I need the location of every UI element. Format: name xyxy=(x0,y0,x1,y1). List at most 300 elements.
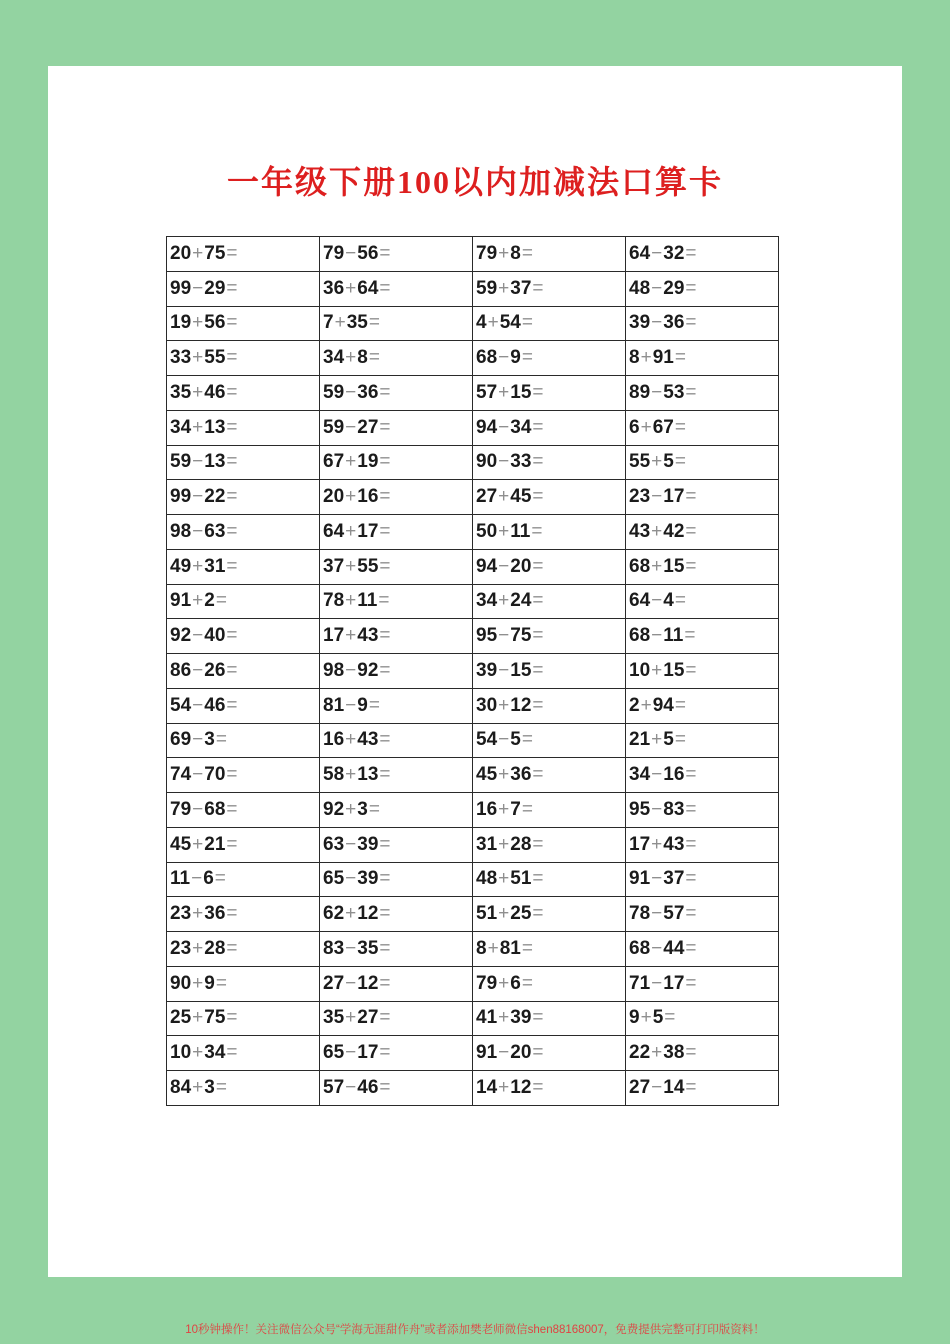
problem-operator: = xyxy=(532,764,544,786)
problem-operator: = xyxy=(226,1042,238,1064)
problem-number: 6 xyxy=(323,868,334,890)
problem-operator: + xyxy=(192,590,204,612)
problem-number: 3 xyxy=(629,764,640,786)
problem-cell xyxy=(626,1036,779,1071)
problem-number: 6 xyxy=(367,486,379,508)
problem-number: 5 xyxy=(476,381,487,403)
problem-operator: = xyxy=(684,625,696,647)
problem-cell xyxy=(626,1071,779,1106)
problem-operator: + xyxy=(192,972,204,994)
problem-number: 1 xyxy=(629,659,640,681)
problem-operator: = xyxy=(532,555,544,577)
problem-number: 3 xyxy=(663,1042,674,1064)
problem-operator: + xyxy=(498,381,510,403)
problem-number: 4 xyxy=(663,694,674,716)
problem-number: 4 xyxy=(486,590,498,612)
problem-operator: + xyxy=(345,625,357,647)
problem-number: 9 xyxy=(180,486,192,508)
problem-operator: − xyxy=(345,381,357,403)
problem-number: 6 xyxy=(323,1042,334,1064)
problem-number: 5 xyxy=(663,729,674,751)
problem-number: 4 xyxy=(510,312,521,334)
problem-number: 3 xyxy=(476,659,487,681)
problem-cell xyxy=(473,758,626,793)
table-row xyxy=(167,862,779,897)
problem-operator: = xyxy=(532,486,544,508)
problem-number: 5 xyxy=(520,625,532,647)
problem-number: 5 xyxy=(663,903,674,925)
problem-operator: − xyxy=(192,798,204,820)
problem-number: 3 xyxy=(476,694,487,716)
problem-operator: + xyxy=(651,555,663,577)
problem-number: 4 xyxy=(639,764,651,786)
problem-cell xyxy=(626,549,779,584)
problem-cell xyxy=(626,376,779,411)
problem-operator: + xyxy=(498,694,510,716)
problem-operator: = xyxy=(226,312,238,334)
problem-number: 2 xyxy=(663,277,674,299)
problem-number: 6 xyxy=(629,242,640,264)
problem-number: 4 xyxy=(357,1076,368,1098)
problem-number: 8 xyxy=(499,937,511,959)
problem-operator: = xyxy=(521,347,533,369)
problem-operator: = xyxy=(379,833,391,855)
problem-cell xyxy=(320,688,473,723)
problem-number: 9 xyxy=(476,451,487,473)
footer-promo-text: 10秒钟操作！关注微信公众号“学海无涯甜作舟”或者添加樊老师微信shen88168007，免费提供完整可打印版资料！ xyxy=(185,1324,765,1336)
problem-number: 6 xyxy=(629,590,640,612)
problem-number: 5 xyxy=(510,868,521,890)
problem-cell xyxy=(320,793,473,828)
problem-operator: = xyxy=(379,242,391,264)
problem-number: 6 xyxy=(170,729,181,751)
problem-number: 3 xyxy=(204,1076,215,1098)
problem-operator: + xyxy=(498,868,510,890)
problem-cell xyxy=(320,341,473,376)
problem-number: 1 xyxy=(663,1076,674,1098)
problem-number: 9 xyxy=(170,277,181,299)
problem-cell xyxy=(626,1001,779,1036)
problem-operator: = xyxy=(531,520,543,542)
problem-number: 0 xyxy=(520,1042,532,1064)
problem-operator: = xyxy=(674,416,686,438)
problem-number: 3 xyxy=(346,312,358,334)
problem-number: 5 xyxy=(663,381,674,403)
problem-operator: − xyxy=(651,277,663,299)
problem-number: 2 xyxy=(629,729,640,751)
problem-number: 8 xyxy=(323,937,334,959)
problem-number: 7 xyxy=(367,1042,379,1064)
problem-operator: = xyxy=(379,520,391,542)
problem-number: 1 xyxy=(486,903,498,925)
problem-operator: + xyxy=(498,486,510,508)
problem-number: 1 xyxy=(486,1007,498,1029)
problem-operator: = xyxy=(664,1007,676,1029)
problem-number: 2 xyxy=(333,903,345,925)
problem-operator: = xyxy=(532,1007,544,1029)
problem-operator: − xyxy=(345,937,357,959)
problem-number: 8 xyxy=(639,903,651,925)
problem-operator: = xyxy=(685,1042,697,1064)
problem-number: 9 xyxy=(180,277,192,299)
problem-number: 4 xyxy=(180,764,192,786)
problem-number: 1 xyxy=(663,764,674,786)
problem-number: 3 xyxy=(629,312,640,334)
problem-operator: − xyxy=(498,347,510,369)
problem-number: 8 xyxy=(333,764,345,786)
problem-operator: = xyxy=(226,416,238,438)
problem-number: 0 xyxy=(214,625,226,647)
problem-operator: = xyxy=(674,729,686,751)
problem-number: 8 xyxy=(323,694,334,716)
problem-number: 1 xyxy=(357,590,367,612)
problem-operator: = xyxy=(226,1007,238,1029)
problem-number: 6 xyxy=(629,555,640,577)
problem-number: 5 xyxy=(499,312,511,334)
problem-number: 7 xyxy=(367,1007,379,1029)
problem-operator: = xyxy=(379,451,391,473)
table-row xyxy=(167,758,779,793)
problem-number: 6 xyxy=(673,312,685,334)
problem-number: 2 xyxy=(170,242,181,264)
problem-cell xyxy=(167,723,320,758)
problem-operator: + xyxy=(345,555,357,577)
problem-operator: − xyxy=(651,937,663,959)
problem-number: 1 xyxy=(357,903,368,925)
problem-number: 4 xyxy=(663,833,674,855)
problem-cell xyxy=(320,237,473,272)
problem-cell xyxy=(320,654,473,689)
problem-operator: + xyxy=(192,937,204,959)
problem-operator: = xyxy=(685,242,697,264)
problem-operator: = xyxy=(226,277,238,299)
problem-operator: + xyxy=(192,416,204,438)
problem-number: 9 xyxy=(180,729,192,751)
problem-operator: = xyxy=(685,903,697,925)
problem-operator: + xyxy=(640,416,652,438)
problem-number: 0 xyxy=(486,451,498,473)
problem-number: 3 xyxy=(357,833,368,855)
problem-number: 4 xyxy=(486,1076,498,1098)
table-row xyxy=(167,793,779,828)
problem-cell xyxy=(320,549,473,584)
problem-number: 5 xyxy=(204,312,215,334)
problem-operator: − xyxy=(192,520,204,542)
problem-number: 6 xyxy=(629,625,640,647)
problem-operator: + xyxy=(192,833,204,855)
problem-number: 9 xyxy=(170,590,181,612)
problem-number: 9 xyxy=(652,694,664,716)
problem-operator: − xyxy=(345,416,357,438)
problem-number: 2 xyxy=(204,659,215,681)
problem-operator: = xyxy=(685,659,697,681)
problem-number: 5 xyxy=(323,1076,334,1098)
problem-cell xyxy=(473,1071,626,1106)
problem-number: 7 xyxy=(629,972,640,994)
problem-number: 2 xyxy=(204,486,215,508)
problem-cell xyxy=(473,966,626,1001)
problem-cell xyxy=(320,966,473,1001)
problem-number: 1 xyxy=(214,833,226,855)
problem-number: 4 xyxy=(486,555,498,577)
problem-number: 3 xyxy=(357,798,368,820)
problem-number: 3 xyxy=(673,798,685,820)
problem-number: 4 xyxy=(629,520,640,542)
problem-number: 4 xyxy=(357,625,368,647)
problem-cell xyxy=(473,793,626,828)
problem-number: 7 xyxy=(673,868,685,890)
problem-number: 3 xyxy=(357,937,368,959)
problem-cell xyxy=(473,654,626,689)
problem-operator: + xyxy=(192,903,204,925)
problem-cell xyxy=(473,341,626,376)
problem-number: 5 xyxy=(639,798,651,820)
problem-number: 3 xyxy=(333,937,345,959)
problem-number: 8 xyxy=(170,1076,181,1098)
problem-operator: + xyxy=(651,659,663,681)
problem-number: 2 xyxy=(170,903,181,925)
problem-number: 6 xyxy=(367,381,379,403)
problem-cell xyxy=(473,1036,626,1071)
problem-cell xyxy=(473,306,626,341)
problem-cell xyxy=(473,827,626,862)
problem-number: 9 xyxy=(629,868,640,890)
problem-number: 5 xyxy=(476,903,487,925)
problem-operator: = xyxy=(532,903,544,925)
problem-number: 5 xyxy=(323,416,334,438)
problem-number: 5 xyxy=(180,381,192,403)
problem-operator: − xyxy=(498,451,510,473)
problem-number: 8 xyxy=(673,1042,685,1064)
problem-cell xyxy=(167,549,320,584)
problem-number: 3 xyxy=(476,590,487,612)
problem-operator: + xyxy=(345,486,357,508)
problem-operator: − xyxy=(345,1042,357,1064)
problem-cell xyxy=(626,966,779,1001)
problem-operator: = xyxy=(532,868,544,890)
problem-number: 5 xyxy=(357,312,368,334)
problem-cell xyxy=(473,688,626,723)
problem-operator: − xyxy=(651,590,663,612)
problem-number: 2 xyxy=(357,416,368,438)
problem-number: 7 xyxy=(510,625,521,647)
problem-number: 1 xyxy=(170,312,181,334)
problem-number: 9 xyxy=(170,486,181,508)
problem-number: 6 xyxy=(333,729,345,751)
problem-cell xyxy=(473,515,626,550)
problem-operator: = xyxy=(226,694,238,716)
problem-number: 3 xyxy=(204,903,215,925)
table-row xyxy=(167,584,779,619)
problem-cell xyxy=(473,445,626,480)
problem-number: 4 xyxy=(486,416,498,438)
problem-number: 3 xyxy=(357,868,368,890)
problem-number: 1 xyxy=(639,972,651,994)
problem-operator: + xyxy=(345,347,357,369)
problem-number: 2 xyxy=(367,659,379,681)
problem-number: 3 xyxy=(204,555,215,577)
table-row xyxy=(167,619,779,654)
problem-operator: + xyxy=(345,451,357,473)
problem-number: 6 xyxy=(520,764,532,786)
problem-number: 4 xyxy=(476,1007,487,1029)
problem-number: 3 xyxy=(510,416,521,438)
problem-operator: − xyxy=(191,868,203,890)
problem-number: 6 xyxy=(214,694,226,716)
problem-operator: + xyxy=(640,347,652,369)
problem-operator: + xyxy=(345,277,357,299)
problem-number: 1 xyxy=(510,381,521,403)
problem-number: 1 xyxy=(333,694,345,716)
table-row xyxy=(167,1036,779,1071)
problem-number: 7 xyxy=(520,277,532,299)
problem-number: 6 xyxy=(629,416,640,438)
table-row xyxy=(167,237,779,272)
problem-number: 1 xyxy=(486,833,498,855)
problem-cell xyxy=(320,376,473,411)
problem-number: 4 xyxy=(520,590,532,612)
problem-number: 6 xyxy=(629,937,640,959)
problems-table-body xyxy=(167,237,779,1106)
problem-operator: = xyxy=(226,555,238,577)
problem-operator: = xyxy=(226,347,238,369)
problem-number: 9 xyxy=(180,312,192,334)
problem-number: 6 xyxy=(214,312,226,334)
problem-number: 1 xyxy=(519,520,531,542)
problem-number: 4 xyxy=(204,694,215,716)
problem-number: 4 xyxy=(180,416,192,438)
problem-operator: + xyxy=(345,798,357,820)
problem-cell xyxy=(167,410,320,445)
problem-number: 7 xyxy=(333,555,345,577)
problem-number: 3 xyxy=(639,486,651,508)
table-row xyxy=(167,515,779,550)
problem-number: 1 xyxy=(510,694,521,716)
problem-operator: = xyxy=(379,659,391,681)
problem-cell xyxy=(167,758,320,793)
problem-number: 3 xyxy=(663,242,674,264)
problem-number: 1 xyxy=(510,520,520,542)
problem-cell xyxy=(167,862,320,897)
problem-number: 2 xyxy=(510,833,521,855)
problem-operator: + xyxy=(345,729,357,751)
problem-number: 5 xyxy=(476,520,487,542)
problem-operator: + xyxy=(334,312,346,334)
problem-number: 4 xyxy=(170,833,181,855)
problem-number: 1 xyxy=(170,1042,181,1064)
problem-operator: − xyxy=(345,659,357,681)
problem-operator: + xyxy=(345,764,357,786)
problem-number: 8 xyxy=(214,798,226,820)
problem-operator: = xyxy=(379,1042,391,1064)
problem-cell xyxy=(473,376,626,411)
problem-cell xyxy=(320,515,473,550)
problem-operator: = xyxy=(226,451,238,473)
problem-number: 6 xyxy=(323,451,334,473)
problem-number: 9 xyxy=(673,277,685,299)
problem-number: 3 xyxy=(204,1042,215,1064)
problem-number: 9 xyxy=(476,555,487,577)
problem-cell xyxy=(320,584,473,619)
problem-number: 9 xyxy=(639,381,651,403)
problem-number: 2 xyxy=(476,486,487,508)
problem-operator: + xyxy=(192,1042,204,1064)
problem-number: 9 xyxy=(476,625,487,647)
problem-cell xyxy=(626,515,779,550)
problem-operator: = xyxy=(379,764,391,786)
problem-number: 8 xyxy=(476,937,487,959)
problem-operator: − xyxy=(651,486,663,508)
problem-number: 1 xyxy=(357,972,368,994)
table-row xyxy=(167,1001,779,1036)
problem-number: 3 xyxy=(367,729,379,751)
problem-number: 6 xyxy=(323,833,334,855)
problem-number: 2 xyxy=(204,833,215,855)
problem-cell xyxy=(320,306,473,341)
problem-cell xyxy=(626,654,779,689)
problem-cell xyxy=(626,932,779,967)
problem-number: 1 xyxy=(663,347,674,369)
problem-number: 3 xyxy=(333,833,345,855)
problem-cell xyxy=(473,480,626,515)
problem-cell xyxy=(167,1036,320,1071)
problem-number: 1 xyxy=(204,451,215,473)
problem-number: 4 xyxy=(639,242,651,264)
problem-cell xyxy=(167,584,320,619)
problem-number: 9 xyxy=(486,972,498,994)
problem-operator: = xyxy=(674,451,686,473)
problem-number: 0 xyxy=(639,659,651,681)
problem-number: 4 xyxy=(204,625,215,647)
problem-operator: = xyxy=(521,937,533,959)
problem-number: 3 xyxy=(510,277,521,299)
problem-number: 1 xyxy=(476,798,487,820)
problem-operator: − xyxy=(345,694,357,716)
problem-number: 8 xyxy=(214,937,226,959)
problem-number: 5 xyxy=(520,659,532,681)
problem-cell xyxy=(320,619,473,654)
problem-cell xyxy=(320,1001,473,1036)
problem-number: 7 xyxy=(204,242,215,264)
problem-number: 7 xyxy=(204,1007,215,1029)
problem-operator: + xyxy=(192,347,204,369)
problem-number: 6 xyxy=(652,416,664,438)
problem-number: 4 xyxy=(673,1076,685,1098)
problem-number: 2 xyxy=(170,1007,181,1029)
problem-operator: + xyxy=(192,1007,204,1029)
problem-operator: + xyxy=(651,833,663,855)
problem-cell xyxy=(167,793,320,828)
problem-operator: + xyxy=(345,1007,357,1029)
problem-number: 5 xyxy=(367,555,379,577)
problem-number: 1 xyxy=(476,1076,487,1098)
problem-number: 3 xyxy=(510,764,521,786)
problem-cell xyxy=(626,271,779,306)
problem-number: 5 xyxy=(333,1007,345,1029)
problem-number: 2 xyxy=(204,590,215,612)
problem-number: 2 xyxy=(180,625,192,647)
problem-number: 8 xyxy=(663,798,674,820)
problem-number: 7 xyxy=(673,972,685,994)
problem-number: 5 xyxy=(214,242,226,264)
problem-number: 7 xyxy=(333,972,345,994)
problem-number: 8 xyxy=(180,520,192,542)
problem-operator: = xyxy=(532,1042,544,1064)
problem-operator: = xyxy=(379,277,391,299)
problem-cell xyxy=(320,723,473,758)
problem-number: 5 xyxy=(520,486,532,508)
problem-number: 9 xyxy=(333,416,345,438)
